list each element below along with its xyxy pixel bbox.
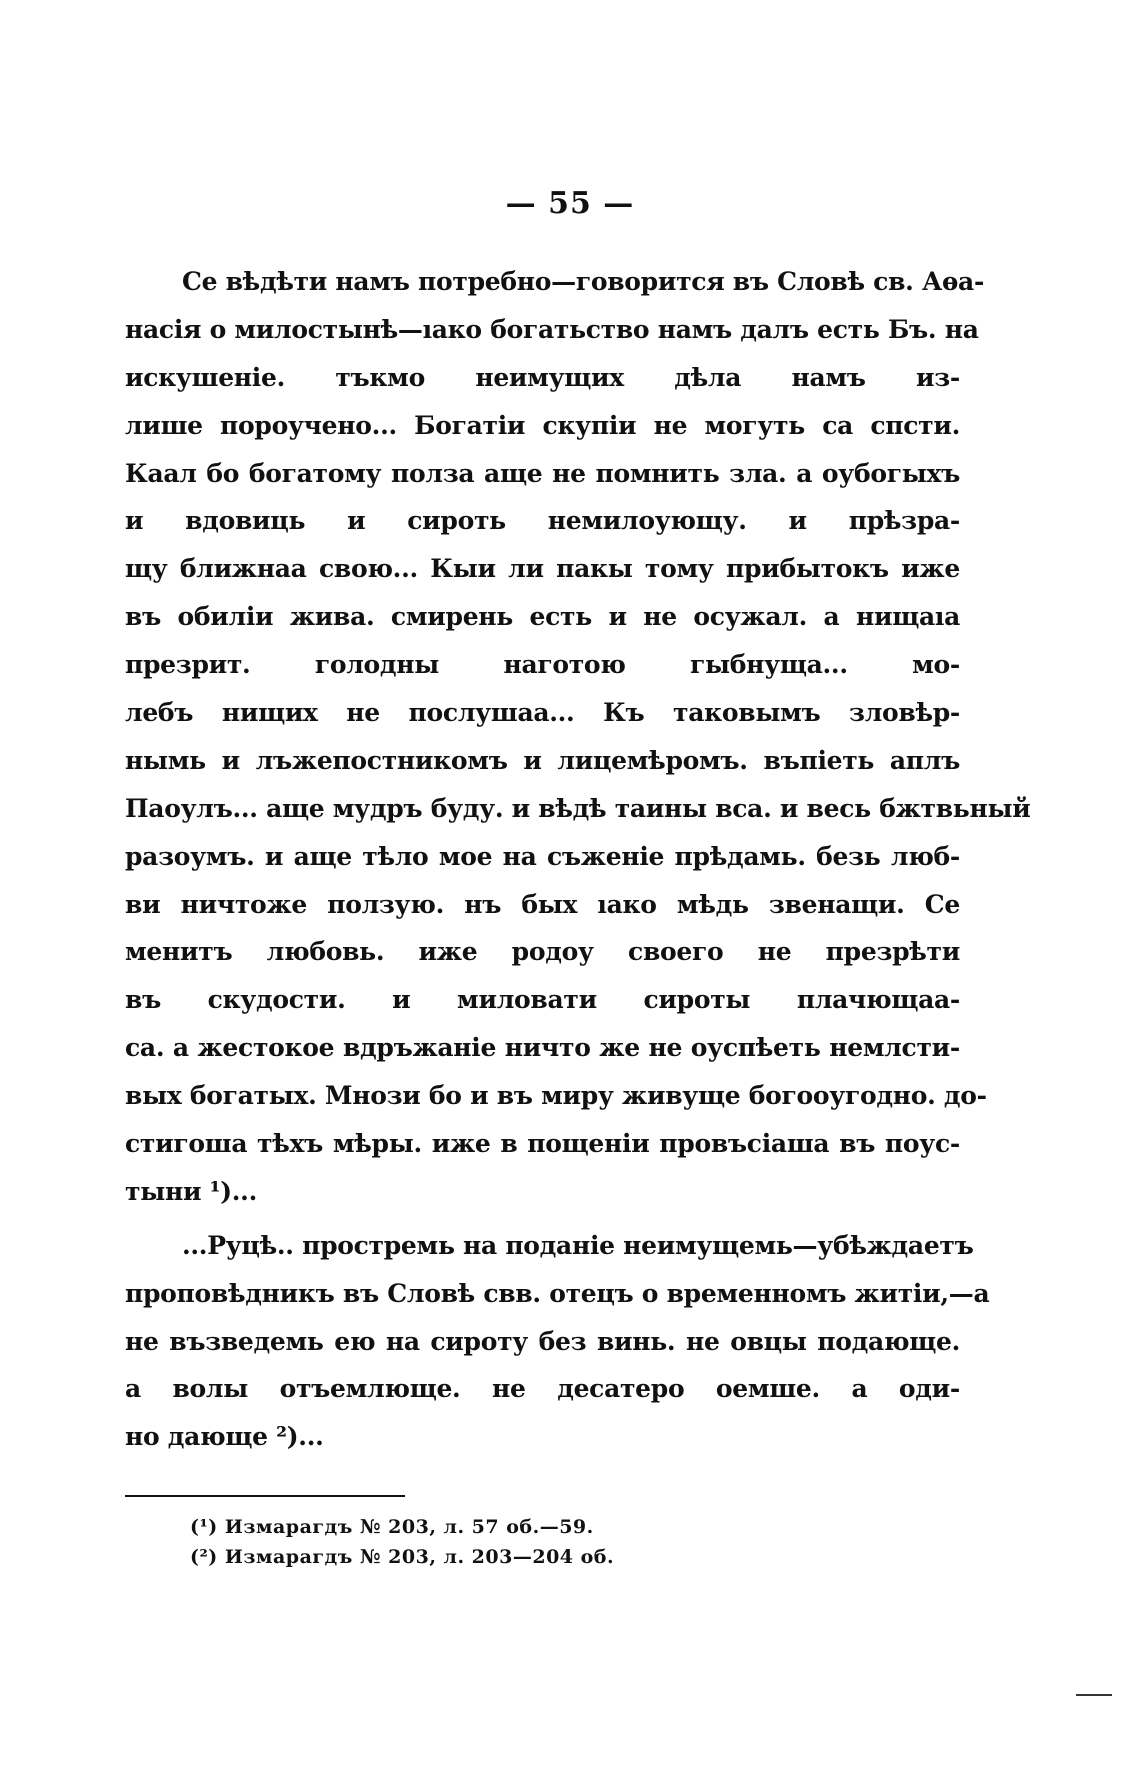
text-line: и вдовиць и сироть немилоующу. и прѣзра- [125,506,960,536]
footnote-divider [125,1495,405,1497]
footnote-2: (²) Измарагдъ № 203, л. 203—204 об. [190,1546,615,1568]
text-line: проповѣдникъ въ Словѣ свв. отецъ о временномъ житіи,—а [125,1278,990,1308]
text-line: но дающе ²)... [125,1422,324,1452]
body-text [125,258,1031,1461]
text-line: менитъ любовь. иже родоу своего не презрѣти [125,937,960,967]
text-line: нымь и лъжепостникомъ и лицемѣромъ. въпіеть аплъ [125,745,960,775]
text-line: вых богатых. Мнози бо и въ миру живуще богооугодно. до- [125,1081,987,1111]
margin-mark [1076,1694,1112,1696]
footnotes [190,1512,614,1572]
text-line: ви ничтоже ползую. нъ бых ıако мѣдь звенащи. Се [125,889,960,919]
text-line: искушеніе. тъкмо неимущих дѣла намъ из- [125,362,960,392]
footnote-1: (¹) Измарагдъ № 203, л. 57 об.—59. [190,1516,594,1538]
text-line: насія о милостынѣ—ıако богатьство намъ далъ есть Бъ. на [125,314,979,344]
text-line: ...Руцѣ.. простремь на поданіе неимущемь—убѣждаетъ [182,1230,974,1260]
text-line: тыни ¹)... [125,1176,257,1206]
text-line: са. а жестокое вдръжаніе ничто же не оуспѣеть немлсти- [125,1033,960,1063]
page-number: — 55 — [505,186,635,221]
text-line: презрит. голодны наготою гыбнуща... мо- [125,650,960,680]
text-line: не възведемь ею на сироту без винь. не овцы подающе. [125,1326,960,1356]
text-line: лебъ нищих не послушаа... Къ таковымъ зловѣр- [125,698,960,728]
text-line: лише пороучено... Богатіи скупіи не могуть са спсти. [125,410,960,440]
text-line: Се вѣдѣти намъ потребно—говорится въ Словѣ св. Аѳа- [182,267,985,296]
text-line: Паоулъ... аще мудръ буду. и вѣдѣ таины вса. и весь бжтвьный [125,793,1031,823]
text-line: въ скудости. и миловати сироты плачющаа- [125,985,960,1015]
paragraph-1 [125,258,1031,1216]
text-line: въ обиліи жива. смирень есть и не осужал. а нищаıа [125,602,960,632]
text-line: щу ближнаа свою... Кыи ли пакы тому прибытокъ иже [125,554,960,584]
text-line: а волы отъемлюще. не десатеро оемше. а оди- [125,1374,960,1404]
text-line: разоумъ. и аще тѣло мое на съженіе прѣдамь. безь люб- [125,841,960,871]
text-line: Каал бо богатому полза аще не помнить зла. а оубогыхъ [125,458,960,488]
paragraph-2 [125,1222,990,1461]
text-line: стигоша тѣхъ мѣры. иже в пощеніи провъсіаша въ поус- [125,1129,960,1159]
